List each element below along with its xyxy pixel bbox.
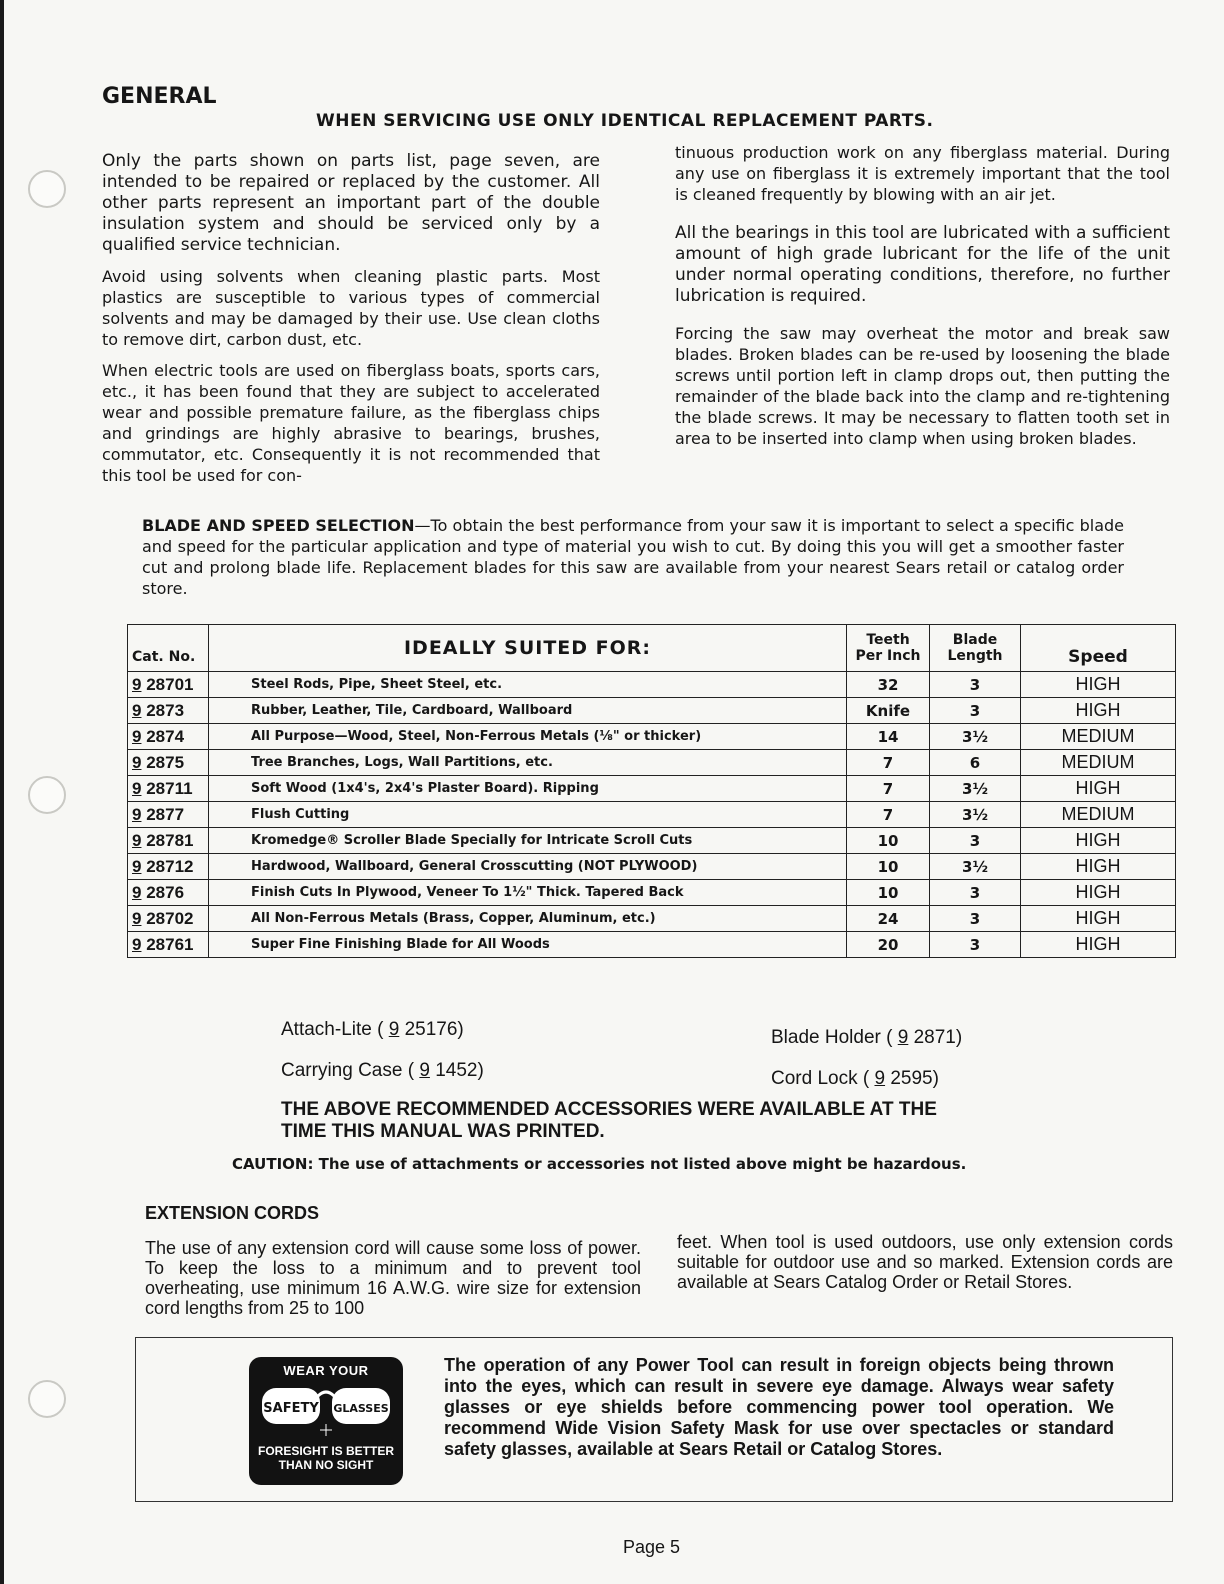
accessory-number: 2595) [890, 1068, 939, 1089]
cat-no-cell [128, 672, 209, 698]
accessory-number: 25176) [404, 1019, 464, 1040]
cat-number: 28781 [146, 830, 194, 850]
general-right-column [675, 142, 1170, 449]
cat-prefix: 9 [132, 934, 142, 954]
blade-length-cell: 3 [930, 672, 1021, 698]
description-cell: Steel Rods, Pipe, Sheet Steel, etc. [209, 672, 847, 698]
table-row [128, 776, 1176, 802]
cat-prefix: 9 [132, 830, 142, 850]
binder-hole [28, 170, 66, 208]
general-left-column [102, 151, 600, 486]
speed-header: Speed [1021, 625, 1176, 672]
teeth-cell: 32 [847, 672, 930, 698]
cat-number: 28701 [146, 674, 194, 694]
accessory-cord-lock [771, 1068, 939, 1090]
cat-number: 28712 [146, 856, 194, 876]
accessory-label: Carrying Case ( [281, 1060, 415, 1081]
speed-cell: HIGH [1021, 776, 1176, 802]
description-cell: Soft Wood (1x4's, 2x4's Plaster Board). Ripping [209, 776, 847, 802]
safety-warning-box [135, 1337, 1173, 1502]
teeth-cell: 7 [847, 776, 930, 802]
table-header-row [128, 625, 1176, 672]
parts-paragraph: Only the parts shown on parts list, page seven, are intended to be repaired or replaced by the customer. All other parts represent an important part of the double insulation system and should be serviced only by a qualified service technician. [102, 151, 600, 255]
bearings-paragraph: All the bearings in this tool are lubricated with a sufficient amount of high grade lubricant for the life of the unit under normal operating conditions, therefore, no further lubrication is required. [675, 223, 1170, 306]
table-row [128, 880, 1176, 906]
teeth-header-line1: Teeth [866, 632, 910, 648]
teeth-header [847, 625, 930, 672]
badge-safety-text: SAFETY [263, 1401, 319, 1416]
cat-number: 28702 [146, 908, 194, 928]
description-cell: Super Fine Finishing Blade for All Woods [209, 932, 847, 958]
blade-length-cell: 3½ [930, 802, 1021, 828]
cat-number: 2873 [146, 700, 185, 720]
cat-no-cell [128, 854, 209, 880]
table-row [128, 724, 1176, 750]
description-cell: All Purpose—Wood, Steel, Non-Ferrous Metals (⅛" or thicker) [209, 724, 847, 750]
servicing-subheading: WHEN SERVICING USE ONLY IDENTICAL REPLACEMENT PARTS. [316, 111, 934, 131]
blade-length-cell: 3 [930, 828, 1021, 854]
cat-prefix: 9 [132, 882, 142, 902]
teeth-cell: 7 [847, 802, 930, 828]
cat-no-header: Cat. No. [128, 625, 209, 672]
accessory-prefix: 9 [897, 1027, 909, 1048]
blade-length-cell: 3½ [930, 724, 1021, 750]
cat-prefix: 9 [132, 726, 142, 746]
description-cell: All Non-Ferrous Metals (Brass, Copper, Aluminum, etc.) [209, 906, 847, 932]
cat-prefix: 9 [132, 752, 142, 772]
table-row [128, 854, 1176, 880]
accessories-notice [281, 1099, 937, 1143]
blade-table [127, 624, 1176, 958]
cat-no-cell [128, 802, 209, 828]
cat-prefix: 9 [132, 856, 142, 876]
teeth-cell: 10 [847, 854, 930, 880]
cat-no-cell [128, 750, 209, 776]
blade-length-cell: 6 [930, 750, 1021, 776]
description-cell: Hardwood, Wallboard, General Crosscutting (NOT PLYWOOD) [209, 854, 847, 880]
accessory-label: Cord Lock ( [771, 1068, 870, 1089]
accessory-prefix: 9 [874, 1068, 886, 1089]
blade-length-cell: 3 [930, 906, 1021, 932]
description-cell: Rubber, Leather, Tile, Cardboard, Wallboard [209, 698, 847, 724]
blade-length-cell: 3 [930, 880, 1021, 906]
fiberglass-paragraph: When electric tools are used on fiberglass boats, sports cars, etc., it has been found that they are subject to accelerated wear and possible premature failure, as the fiberglass chips and grindings are highly abrasive to bearings, brushes, commutator, etc. Consequently it is not recommended that this tool be used for con- [102, 361, 600, 485]
blade-table-body [128, 672, 1176, 958]
cat-no-cell [128, 828, 209, 854]
table-row [128, 672, 1176, 698]
safety-glasses-logo [249, 1357, 403, 1485]
section-heading-extension-cords: EXTENSION CORDS [145, 1203, 320, 1223]
table-row [128, 750, 1176, 776]
accessory-label: Attach-Lite ( [281, 1019, 384, 1040]
speed-cell: HIGH [1021, 880, 1176, 906]
page-number: Page 5 [623, 1537, 681, 1557]
cat-prefix: 9 [132, 778, 142, 798]
table-row [128, 828, 1176, 854]
blade-length-cell: 3½ [930, 854, 1021, 880]
fiberglass-continued-paragraph: tinuous production work on any fiberglass material. During any use on fiberglass it is extremely important that the tool is cleaned frequently by blowing with an air jet. [675, 143, 1170, 204]
cat-no-cell [128, 906, 209, 932]
cat-no-cell [128, 724, 209, 750]
cat-no-cell [128, 698, 209, 724]
speed-cell: HIGH [1021, 672, 1176, 698]
badge-top-text: WEAR YOUR [283, 1363, 369, 1378]
table-row [128, 932, 1176, 958]
cat-no-cell [128, 776, 209, 802]
badge-bottom-text-1: FORESIGHT IS BETTER [257, 1444, 394, 1458]
cat-prefix: 9 [132, 674, 142, 694]
caution-note: CAUTION: The use of attachments or accessories not listed above might be hazardous. [232, 1155, 967, 1173]
accessory-prefix: 9 [419, 1060, 430, 1081]
speed-cell: MEDIUM [1021, 750, 1176, 776]
cat-number: 28711 [146, 778, 193, 798]
badge-bottom-text-2: THAN NO SIGHT [278, 1458, 374, 1472]
teeth-cell: 20 [847, 932, 930, 958]
table-row [128, 906, 1176, 932]
length-header [930, 625, 1021, 672]
ideally-suited-header: IDEALLY SUITED FOR: [209, 625, 847, 672]
binder-hole [28, 776, 66, 814]
length-header-line2: Length [947, 648, 1003, 664]
extension-cords-left: The use of any extension cord will cause some loss of power. To keep the loss to a minimum and to prevent tool overheating, use minimum 16 A.W.G. wire size for extension cord lengths from 25 to 100 [145, 1238, 641, 1318]
speed-cell: HIGH [1021, 828, 1176, 854]
teeth-cell: 7 [847, 750, 930, 776]
accessory-attach-lite [281, 1019, 464, 1041]
teeth-cell: 10 [847, 880, 930, 906]
speed-cell: HIGH [1021, 906, 1176, 932]
speed-cell: MEDIUM [1021, 802, 1176, 828]
speed-cell: HIGH [1021, 932, 1176, 958]
accessory-carrying-case [281, 1060, 484, 1082]
length-header-line1: Blade [952, 632, 998, 648]
teeth-cell: 14 [847, 724, 930, 750]
cat-no-cell [128, 880, 209, 906]
cat-number: 28761 [146, 934, 194, 954]
cat-no-cell [128, 932, 209, 958]
teeth-cell: 24 [847, 906, 930, 932]
blade-length-cell: 3 [930, 932, 1021, 958]
description-cell: Finish Cuts In Plywood, Veneer To 1½" Thick. Tapered Back [209, 880, 847, 906]
badge-glasses-text: GLASSES [333, 1402, 389, 1415]
accessory-number: 1452) [435, 1060, 484, 1081]
teeth-cell: Knife [847, 698, 930, 724]
description-cell: Flush Cutting [209, 802, 847, 828]
safety-warning-text: The operation of any Power Tool can result in foreign objects being thrown into the eyes, which can result in severe eye damage. Always wear safety glasses or eye shields before commencing power tool operation. We recommend Wide Vision Safety Mask for use over spectacles or standard safety glasses, available at Sears Retail or Catalog Stores. [444, 1355, 1114, 1459]
accessory-label: Blade Holder ( [771, 1027, 893, 1048]
cat-prefix: 9 [132, 908, 142, 928]
blade-selection-text: —To obtain the best performance from your saw it is important to select a specific blade and speed for the particular application and type of material you wish to cut. By doing this you will get a smoother faster cut and prolong blade life. Replacement blades for this saw are available from your nearest Sears retail or catalog order store. [142, 516, 1124, 598]
safety-glasses-icon [252, 1380, 400, 1438]
cat-number: 2877 [146, 804, 185, 824]
teeth-cell: 10 [847, 828, 930, 854]
scan-edge [0, 0, 4, 1584]
blade-selection-heading: BLADE AND SPEED SELECTION [142, 516, 415, 535]
table-row [128, 698, 1176, 724]
binder-hole [28, 1380, 66, 1418]
teeth-header-line2: Per Inch [855, 648, 921, 664]
blade-selection-paragraph [142, 515, 1124, 599]
table-row [128, 802, 1176, 828]
blade-length-cell: 3 [930, 698, 1021, 724]
speed-cell: HIGH [1021, 698, 1176, 724]
cat-prefix: 9 [132, 700, 142, 720]
description-cell: Tree Branches, Logs, Wall Partitions, etc. [209, 750, 847, 776]
extension-cords-right: feet. When tool is used outdoors, use only extension cords suitable for outdoor use and so marked. Extension cords are available at Sears Catalog Order or Retail Stores. [677, 1232, 1173, 1292]
speed-cell: HIGH [1021, 854, 1176, 880]
accessories-notice-line1: THE ABOVE RECOMMENDED ACCESSORIES WERE AVAILABLE AT THE [281, 1099, 937, 1120]
cat-number: 2874 [146, 726, 185, 746]
blade-length-cell: 3½ [930, 776, 1021, 802]
speed-cell: MEDIUM [1021, 724, 1176, 750]
cat-number: 2875 [146, 752, 185, 772]
cat-prefix: 9 [132, 804, 142, 824]
description-cell: Kromedge® Scroller Blade Specially for Intricate Scroll Cuts [209, 828, 847, 854]
accessories-notice-line2: TIME THIS MANUAL WAS PRINTED. [281, 1121, 605, 1142]
accessory-prefix: 9 [388, 1019, 400, 1040]
section-heading-general: GENERAL [102, 84, 217, 109]
accessory-number: 2871) [913, 1027, 963, 1048]
broken-blades-paragraph: Forcing the saw may overheat the motor and break saw blades. Broken blades can be re-used by loosening the blade screws until portion left in clamp drops out, then putting the remainder of the blade back into the clamp and re-tightening the blade screws. It may be necessary to flatten tooth set in area to be inserted into clamp when using broken blades. [675, 324, 1170, 448]
cat-number: 2876 [146, 882, 185, 902]
accessory-blade-holder [771, 1027, 962, 1049]
solvents-paragraph: Avoid using solvents when cleaning plastic parts. Most plastics are susceptible to various types of commercial solvents and may be damaged by their use. Use clean cloths to remove dirt, carbon dust, etc. [102, 267, 600, 349]
